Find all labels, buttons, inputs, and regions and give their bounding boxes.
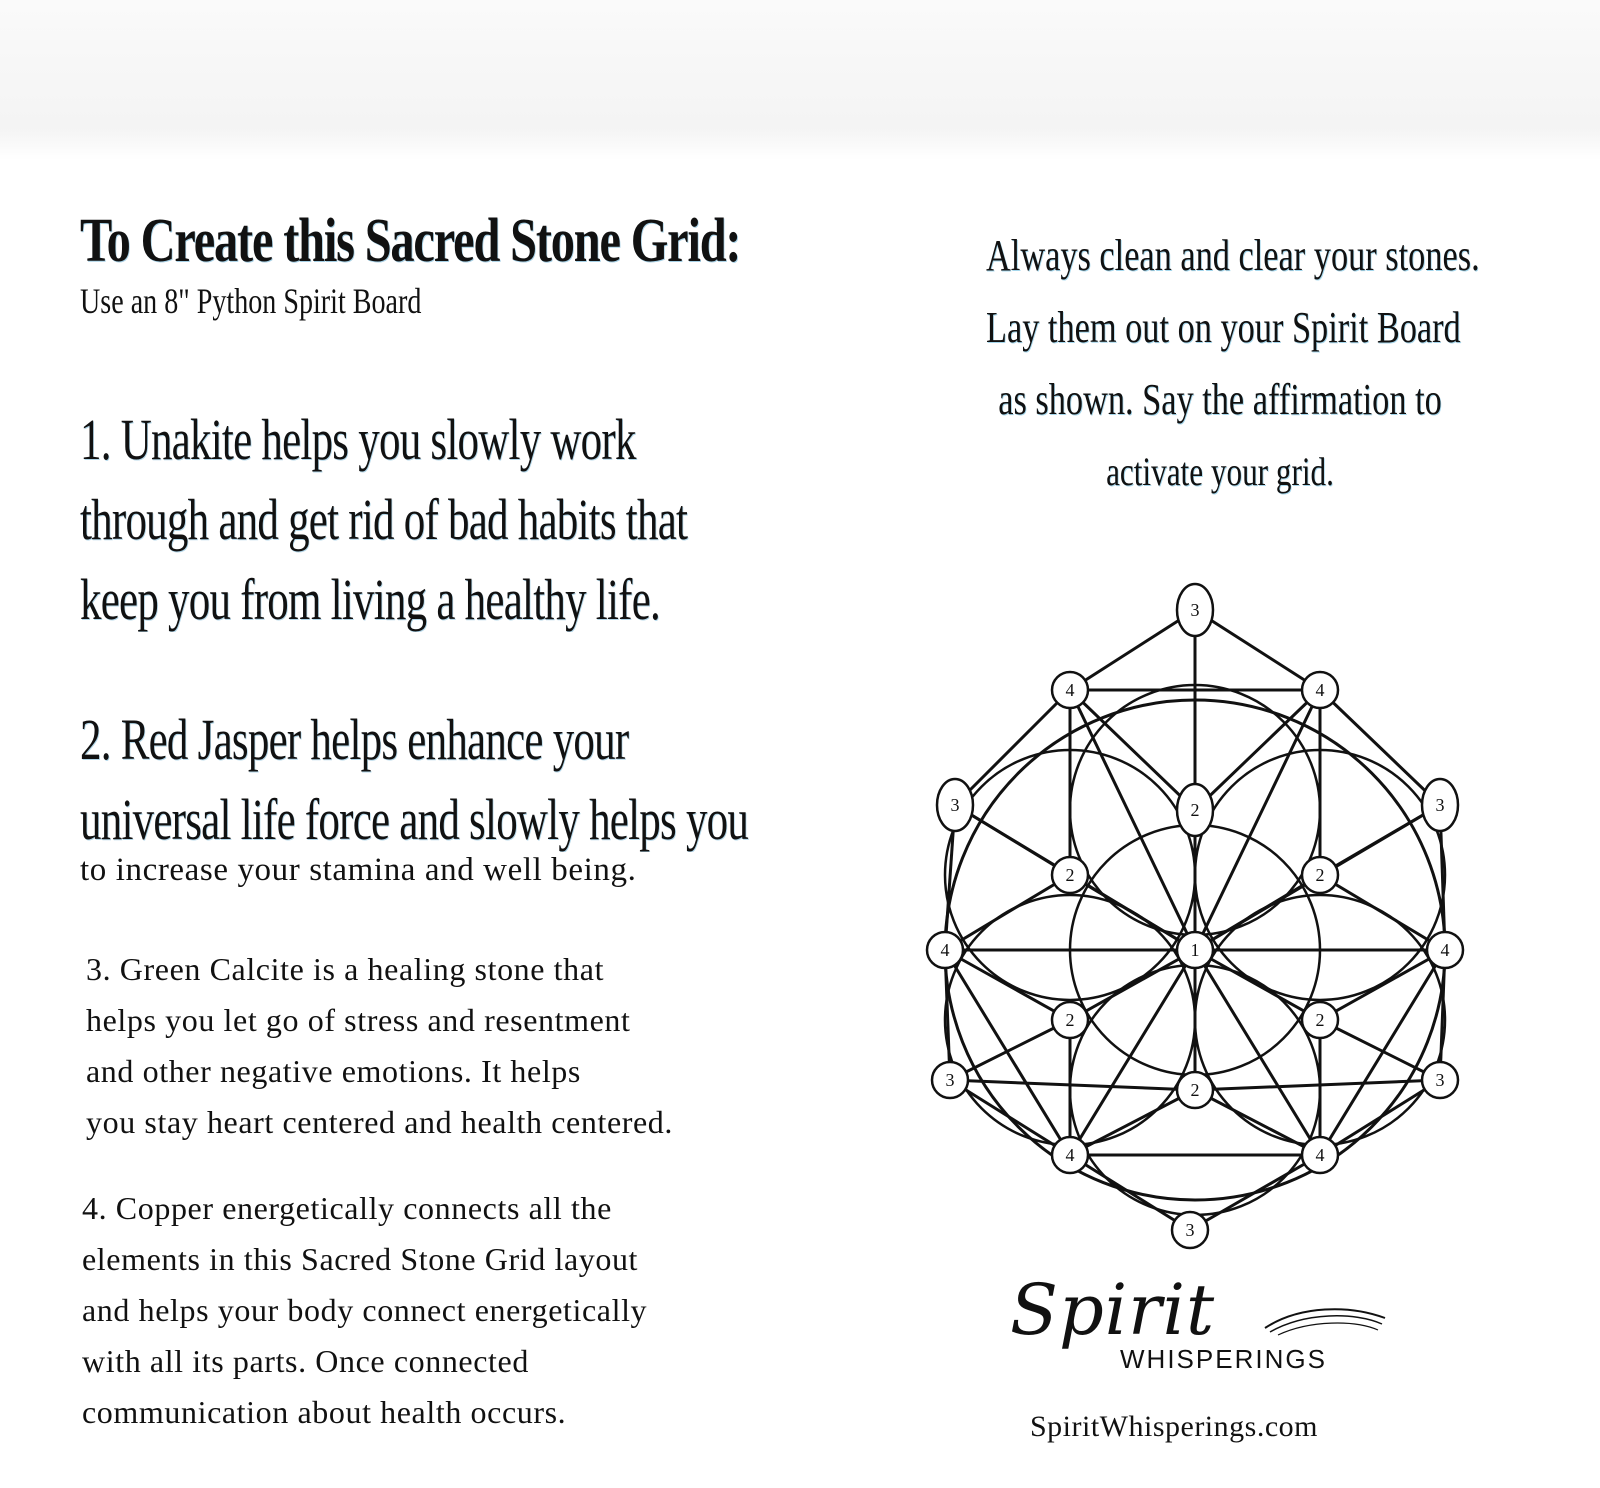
grid-stone-node bbox=[927, 932, 963, 968]
grid-stone-label: 4 bbox=[940, 940, 950, 960]
step-4-line: and helps your body connect energetically bbox=[82, 1292, 648, 1328]
grid-stone-label: 3 bbox=[1435, 1070, 1445, 1090]
grid-connector bbox=[950, 1020, 1070, 1080]
grid-stone-label: 3 bbox=[950, 795, 960, 815]
step-3-line: 3. Green Calcite is a healing stone that bbox=[86, 951, 605, 987]
grid-connector bbox=[1190, 1155, 1320, 1230]
grid-connector bbox=[950, 1080, 1070, 1155]
step-2-line: universal life force and slowly helps you bbox=[80, 787, 749, 852]
step-4-line: elements in this Sacred Stone Grid layout bbox=[82, 1241, 639, 1277]
step-3 bbox=[86, 944, 673, 1148]
grid-stone-node bbox=[1177, 932, 1213, 968]
step-4 bbox=[82, 1183, 647, 1438]
scan-top-margin bbox=[0, 0, 1600, 160]
grid-stone-node bbox=[1177, 1072, 1213, 1108]
grid-connector bbox=[1320, 1020, 1440, 1080]
grid-stone-node bbox=[1422, 779, 1458, 831]
logo-script-text: Spirit bbox=[1010, 1269, 1216, 1351]
step-1-line: 1. Unakite helps you slowly work bbox=[80, 407, 636, 472]
grid-stone-label: 2 bbox=[1315, 1010, 1325, 1030]
grid-stone-label: 2 bbox=[1190, 800, 1200, 820]
step-2-line: 2. Red Jasper helps enhance your bbox=[80, 707, 629, 772]
step-1-line: through and get rid of bad habits that bbox=[80, 487, 688, 552]
grid-stone-node bbox=[937, 779, 973, 831]
grid-connector bbox=[1320, 950, 1445, 1020]
grid-stone-label: 4 bbox=[1065, 680, 1075, 700]
grid-stone-node bbox=[1052, 1137, 1088, 1173]
grid-stone-node bbox=[932, 1062, 968, 1098]
logo-subtext: WHISPERINGS bbox=[1120, 1344, 1327, 1374]
step-3-line: helps you let go of stress and resentment bbox=[86, 1002, 631, 1038]
grid-stone-node bbox=[1422, 1062, 1458, 1098]
grid-stone-node bbox=[1302, 857, 1338, 893]
sacred-stone-grid-diagram bbox=[920, 560, 1480, 1260]
grid-stone-label: 2 bbox=[1065, 1010, 1075, 1030]
grid-stone-label: 3 bbox=[1190, 600, 1200, 620]
grid-connector bbox=[1195, 950, 1320, 1020]
step-1 bbox=[80, 400, 790, 640]
grid-stone-node bbox=[1172, 1212, 1208, 1248]
step-3-line: and other negative emotions. It helps bbox=[86, 1053, 581, 1089]
grid-connector bbox=[1195, 610, 1320, 690]
instruction-line: activate your grid. bbox=[1106, 449, 1334, 494]
grid-connector bbox=[1070, 950, 1195, 1020]
step-1-line: keep you from living a healthy life. bbox=[80, 567, 661, 632]
instruction-line: Always clean and clear your stones. bbox=[986, 231, 1480, 280]
grid-stone-label: 2 bbox=[1315, 865, 1325, 885]
step-4-line: with all its parts. Once connected bbox=[82, 1343, 529, 1379]
step-3-line: you stay heart centered and health centered. bbox=[86, 1104, 674, 1140]
grid-connector bbox=[1320, 950, 1445, 1155]
grid-stone-node bbox=[1302, 672, 1338, 708]
grid-lines bbox=[945, 610, 1445, 1230]
feather-swoosh-icon bbox=[1260, 1300, 1390, 1340]
grid-stone-node bbox=[1052, 1002, 1088, 1038]
grid-stone-label: 3 bbox=[945, 1070, 955, 1090]
grid-stone-node bbox=[1427, 932, 1463, 968]
grid-stone-node bbox=[1177, 584, 1213, 636]
grid-connector bbox=[945, 875, 1070, 950]
page-title: To Create this Sacred Stone Grid: bbox=[80, 207, 741, 275]
grid-connector bbox=[1320, 1080, 1440, 1155]
grid-stone-label: 3 bbox=[1185, 1220, 1195, 1240]
grid-stone-label: 4 bbox=[1065, 1145, 1075, 1165]
instruction-line: as shown. Say the affirmation to bbox=[998, 375, 1442, 424]
grid-connector bbox=[1070, 610, 1195, 690]
grid-stone-label: 1 bbox=[1190, 940, 1200, 960]
step-2 bbox=[80, 700, 790, 860]
grid-stone-node bbox=[1052, 857, 1088, 893]
spirit-whisperings-logo bbox=[1010, 1270, 1410, 1400]
grid-connector bbox=[1320, 690, 1440, 805]
step-2-tail: to increase your stamina and well being. bbox=[80, 852, 637, 888]
grid-stone-node bbox=[1302, 1137, 1338, 1173]
grid-stone-node bbox=[1052, 672, 1088, 708]
grid-connector bbox=[1070, 1155, 1190, 1230]
grid-connector bbox=[1320, 875, 1445, 950]
page-subtitle: Use an 8" Python Spirit Board bbox=[80, 281, 422, 321]
grid-stone-node bbox=[1302, 1002, 1338, 1038]
grid-stone-node bbox=[1177, 784, 1213, 836]
grid-connector bbox=[945, 950, 1070, 1020]
grid-stone-label: 2 bbox=[1190, 1080, 1200, 1100]
grid-connector bbox=[955, 690, 1070, 805]
website-url: SpiritWhisperings.com bbox=[1030, 1410, 1318, 1443]
grid-connector bbox=[945, 950, 1070, 1155]
grid-stone-label: 4 bbox=[1315, 1145, 1325, 1165]
grid-stone-label: 2 bbox=[1065, 865, 1075, 885]
grid-stone-label: 3 bbox=[1435, 795, 1445, 815]
instruction-line: Lay them out on your Spirit Board bbox=[986, 303, 1461, 352]
title-block bbox=[80, 205, 880, 323]
grid-stone-label: 4 bbox=[1440, 940, 1450, 960]
step-4-line: communication about health occurs. bbox=[82, 1394, 567, 1430]
grid-instructions bbox=[986, 220, 1480, 508]
grid-stone-label: 4 bbox=[1315, 680, 1325, 700]
step-4-line: 4. Copper energetically connects all the bbox=[82, 1190, 612, 1226]
